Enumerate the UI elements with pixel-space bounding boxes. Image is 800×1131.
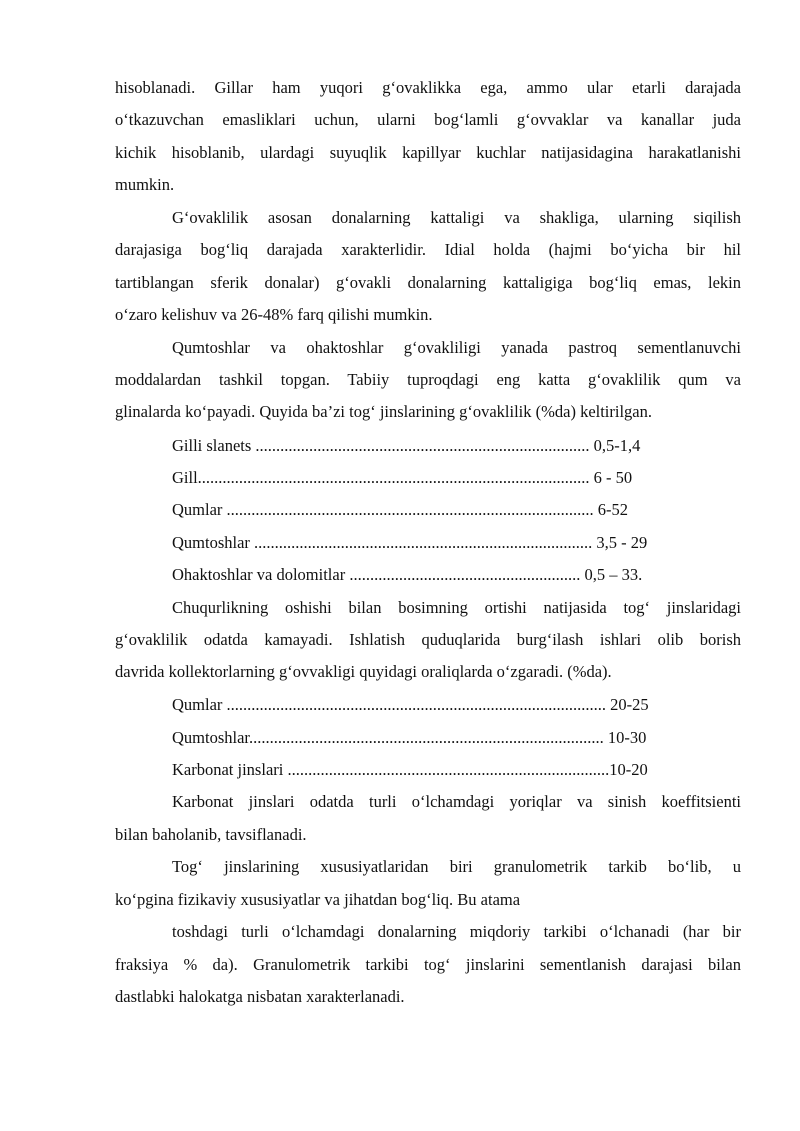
list-item: Ohaktoshlar va dolomitlar ........................................................ 0,5 – 33. [172,565,643,584]
text-line: hisoblanadi. Gillar ham yuqori g‘ovaklikka ega, ammo ular etarli darajada [115,78,741,97]
text-line: tartiblangan sferik donalar) g‘ovakli donalarning kattaligiga bog‘liq emas, lekin [115,273,741,292]
text-line: o‘zaro kelishuv va 26-48% farq qilishi mumkin. [115,305,433,324]
text-line: mumkin. [115,175,175,194]
list-item: Gill............................................................................................... 6 - 50 [172,468,633,487]
text-line: davrida kollektorlarning g‘ovvakligi quyidagi oraliqlarda o‘zgaradi. (%da). [115,662,612,681]
list-item: Gilli slanets ................................................................................. 0,5-1,4 [172,436,641,455]
text-line: G‘ovaklilik asosan donalarning kattaligi va shakliga, ularning siqilish [172,208,741,227]
text-line: fraksiya % da). Granulometrik tarkibi tog‘ jinslarini sementlanish darajasi bilan [115,955,741,974]
text-line: Chuqurlikning oshishi bilan bosimning ortishi natijasida tog‘ jinslaridagi [172,598,741,617]
text-line: glinalarda ko‘payadi. Quyida ba’zi tog‘ jinslarining g‘ovaklilik (%da) keltirilgan. [115,402,653,421]
list-item: Qumlar ............................................................................................ 20-25 [172,695,649,714]
text-line: toshdagi turli o‘lchamdagi donalarning miqdoriy tarkibi o‘lchanadi (har bir [172,922,741,941]
text-line: dastlabki halokatga nisbatan xarakterlanadi. [115,987,405,1006]
list-item: Qumtoshlar .................................................................................. 3,5 - 29 [172,533,648,552]
text-line: darajasiga bog‘liq darajada xarakterlidir. Idial holda (hajmi bo‘yicha bir hil [115,240,741,259]
text-line: Karbonat jinslari odatda turli o‘lchamdagi yoriqlar va sinish koeffitsienti [172,792,741,811]
text-line: o‘tkazuvchan emasliklari uchun, ularni bog‘lamli g‘ovvaklar va kanallar juda [115,110,741,129]
list-item: Karbonat jinslari ..............................................................................10-20 [172,760,648,779]
text-line: ko‘pgina fizikaviy xususiyatlar va jihatdan bog‘liq. Bu atama [115,890,521,909]
text-line: moddalardan tashkil topgan. Tabiiy tuproqdagi eng katta g‘ovaklilik qum va [115,370,741,389]
text-line: Tog‘ jinslarining xususiyatlaridan biri granulometrik tarkib bo‘lib, u [172,857,741,876]
text-line: g‘ovaklilik odatda kamayadi. Ishlatish quduqlarida burg‘ilash ishlari olib borish [115,630,741,649]
text-line: bilan baholanib, tavsiflanadi. [115,825,307,844]
list-item: Qumtoshlar...................................................................................... 10-30 [172,728,647,747]
list-item: Qumlar ......................................................................................... 6-52 [172,500,629,519]
text-line: kichik hisoblanib, ulardagi suyuqlik kapillyar kuchlar natijasidagina harakatlanishi [115,143,741,162]
text-line: Qumtoshlar va ohaktoshlar g‘ovakliligi yanada pastroq sementlanuvchi [172,338,741,357]
